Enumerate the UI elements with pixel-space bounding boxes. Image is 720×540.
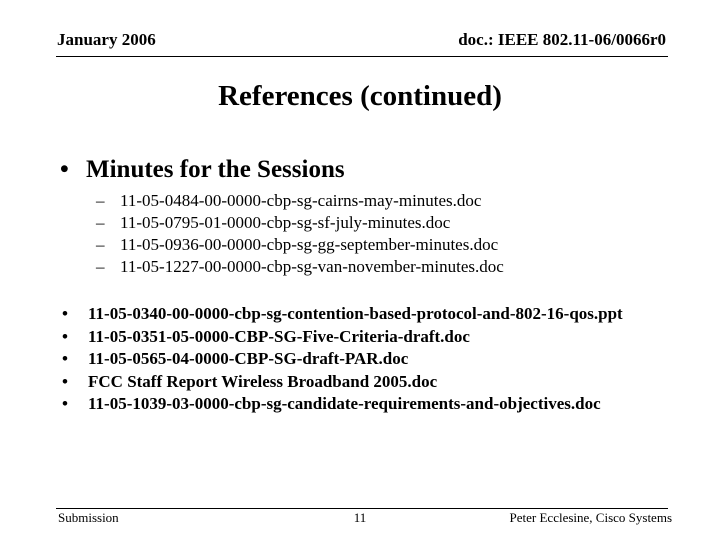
list-item-text: 11-05-0936-00-0000-cbp-sg-gg-september-minutes.doc xyxy=(120,235,499,254)
footer-submission: Submission xyxy=(58,510,119,525)
list-item-text: 11-05-0351-05-0000-CBP-SG-Five-Criteria-draft.doc xyxy=(88,326,470,346)
list-item-text: 11-05-0484-00-0000-cbp-sg-cairns-may-minutes.doc xyxy=(120,191,482,210)
header-date: January 2006 xyxy=(57,30,156,49)
page-number: 11 xyxy=(353,510,367,525)
bullet-marker: • xyxy=(62,349,68,368)
header-divider xyxy=(56,56,668,57)
list-item-text: FCC Staff Report Wireless Broadband 2005.doc xyxy=(88,371,438,391)
header-doc-id: doc.: IEEE 802.11-06/0066r0 xyxy=(458,30,666,49)
list-item xyxy=(96,256,504,278)
bullet-marker: • xyxy=(62,326,68,346)
list-item xyxy=(62,371,668,394)
bullet-marker: • xyxy=(60,156,69,183)
list-item-text: 11-05-0795-01-0000-cbp-sg-sf-july-minutes.doc xyxy=(120,213,451,232)
bullet-marker: • xyxy=(62,371,68,391)
list-item xyxy=(62,393,668,416)
dash-marker: – xyxy=(96,213,105,232)
bullet-marker: • xyxy=(62,394,68,413)
list-item-text: 11-05-1039-03-0000-cbp-sg-candidate-requirements-and-objectives.doc xyxy=(88,394,601,413)
footer-author: Peter Ecclesine, Cisco Systems xyxy=(509,510,672,525)
list-item xyxy=(96,212,504,234)
references-list xyxy=(62,303,668,416)
main-bullet xyxy=(60,156,345,184)
minutes-list xyxy=(96,190,504,278)
dash-marker: – xyxy=(96,257,105,276)
list-item-text: 11-05-0565-04-0000-CBP-SG-draft-PAR.doc xyxy=(88,349,409,368)
dash-marker: – xyxy=(96,191,105,210)
slide-title: References (continued) xyxy=(218,80,502,112)
list-item-text: 11-05-0340-00-0000-cbp-sg-contention-based-protocol-and-802-16-qos.ppt xyxy=(88,304,623,323)
list-item xyxy=(96,190,504,212)
footer-divider xyxy=(56,508,668,509)
dash-marker: – xyxy=(96,235,105,254)
list-item xyxy=(96,234,504,256)
main-bullet-label: Minutes for the Sessions xyxy=(86,156,345,183)
list-item xyxy=(62,326,668,349)
list-item xyxy=(62,303,668,326)
list-item-text: 11-05-1227-00-0000-cbp-sg-van-november-minutes.doc xyxy=(120,257,504,276)
bullet-marker: • xyxy=(62,304,68,323)
list-item xyxy=(62,348,668,371)
